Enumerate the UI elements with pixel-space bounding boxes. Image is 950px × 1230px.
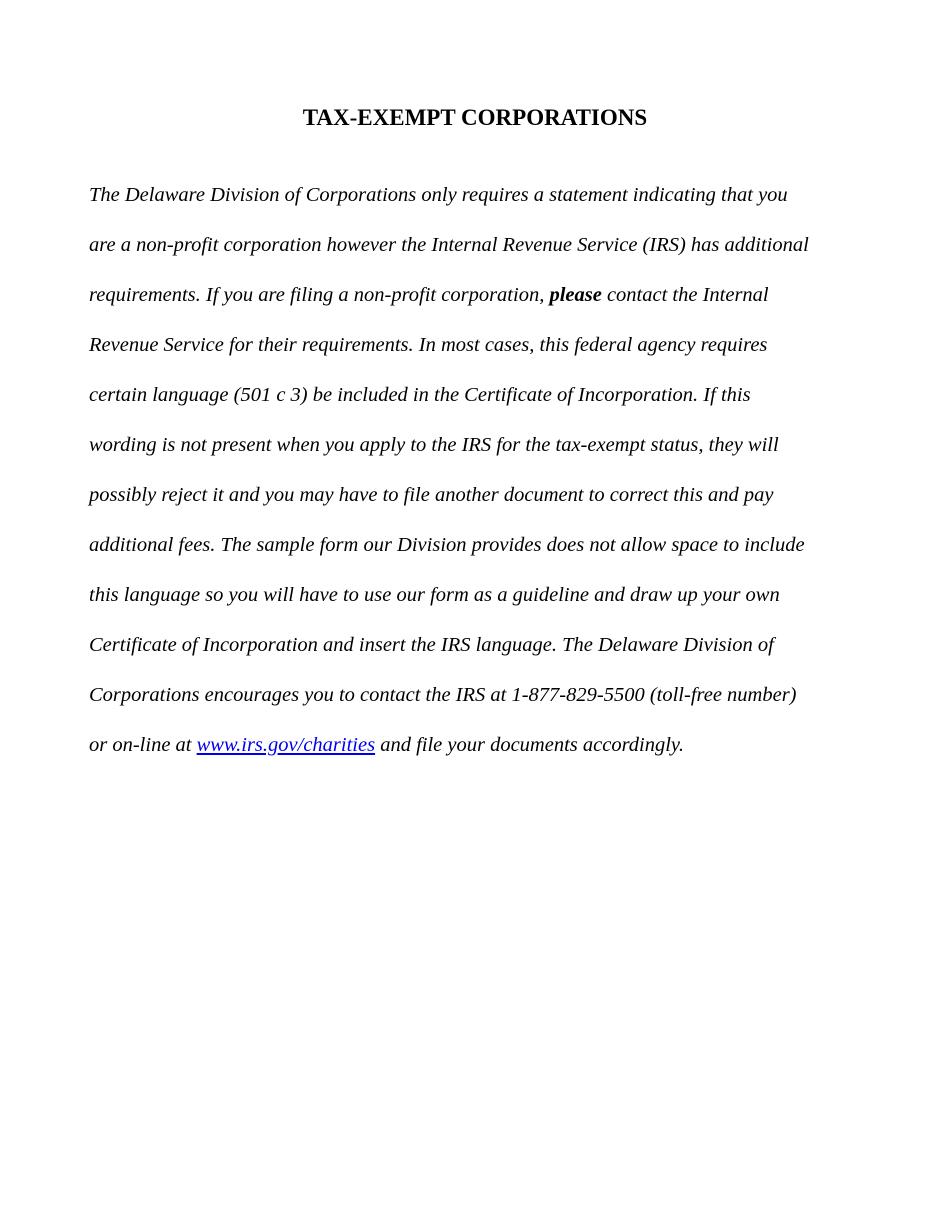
paragraph-line-11: Corporations encourages you to contact the IRS at 1-877-829-5500 (toll-free number) <box>89 684 797 706</box>
paragraph-line-10: Certificate of Incorporation and insert the IRS language. The Delaware Division of <box>89 634 774 656</box>
paragraph-line-5: certain language (501 c 3) be included in the Certificate of Incorporation. If this <box>89 384 751 406</box>
please-emphasis: please <box>549 284 602 306</box>
paragraph-line-7: possibly reject it and you may have to file another document to correct this and pay <box>89 484 774 506</box>
line-3-text-after: contact the Internal <box>601 284 769 306</box>
paragraph-line-2: are a non-profit corporation however the Internal Revenue Service (IRS) has additional <box>89 234 809 256</box>
page-title: TAX-EXEMPT CORPORATIONS <box>302 105 648 130</box>
line-12-text-before: or on-line at <box>89 734 197 756</box>
paragraph-line-8: additional fees. The sample form our Division provides does not allow space to include <box>89 534 805 556</box>
body-paragraph <box>89 170 879 770</box>
line-3-text-before: requirements. If you are filing a non-profit corporation, <box>89 284 550 306</box>
paragraph-line-3 <box>89 270 879 320</box>
paragraph-line-12 <box>89 720 879 770</box>
irs-charities-link[interactable]: www.irs.gov/charities <box>196 734 376 756</box>
line-12-text-after: and file your documents accordingly. <box>375 734 685 756</box>
paragraph-line-6: wording is not present when you apply to the IRS for the tax-exempt status, they will <box>89 434 779 456</box>
paragraph-line-4: Revenue Service for their requirements. In most cases, this federal agency requires <box>89 334 768 356</box>
paragraph-line-1: The Delaware Division of Corporations only requires a statement indicating that you <box>89 184 788 206</box>
paragraph-line-9: this language so you will have to use our form as a guideline and draw up your own <box>89 584 780 606</box>
